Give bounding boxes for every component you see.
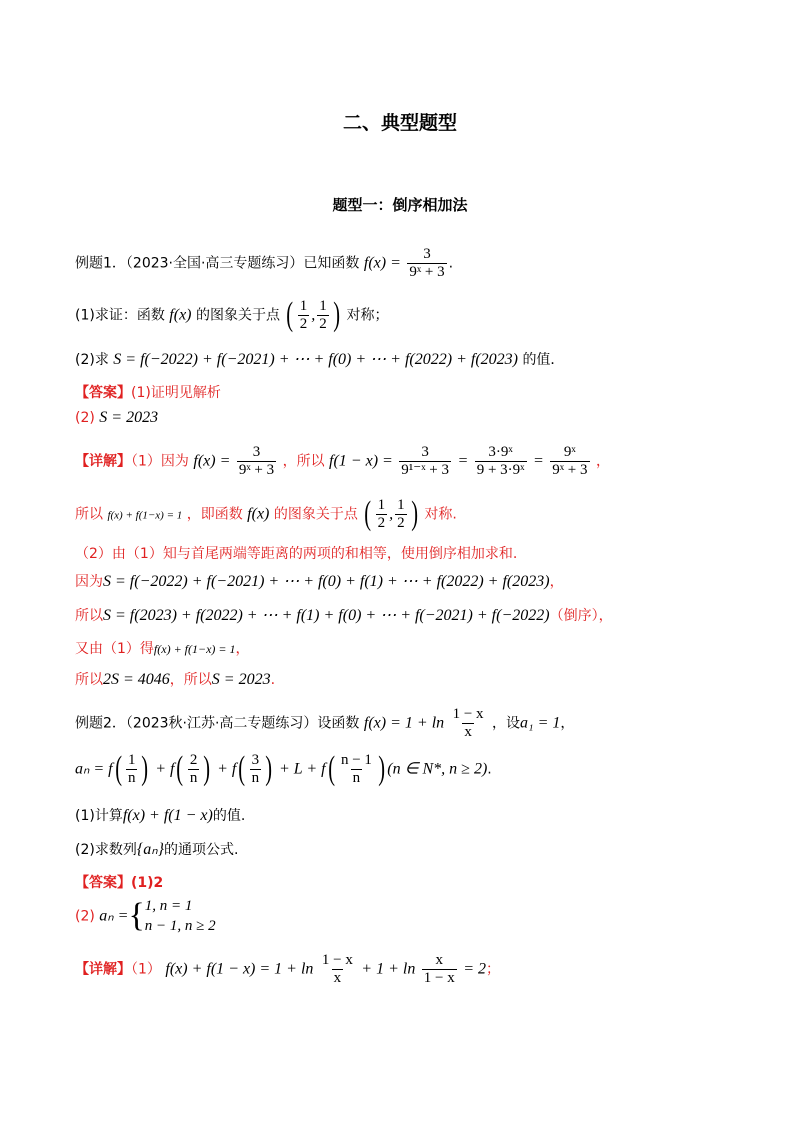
detail-text-b: ，所以 xyxy=(282,453,325,470)
detail4-expr: S = f(−2022) + f(−2021) + ⋯ + f(0) + f(1) + ⋯ + f(2022) + f(2023) xyxy=(103,573,550,590)
an-condition: (n ∈ N*, n ≥ 2) xyxy=(387,760,488,778)
q1-expr: f(x) + f(1 − x) xyxy=(122,807,213,824)
detail2-fx: f(x) xyxy=(247,505,270,523)
example1-detail-line3 xyxy=(75,546,517,563)
detail5-expr: S = f(2023) + f(2022) + ⋯ + f(1) + f(0) + ⋯ + f(−2021) + f(−2022) xyxy=(103,607,550,624)
detail7-expr1: 2S = 4046 xyxy=(103,671,170,688)
example1-detail-line1: 【详解】（1）因为 f(x) = $\frac{3}{\text{9ˣ + 3}}$ ，所以 f(1 − x) = $\frac{3}{\text{9¹⁻ˣ + 3}}$ = $\frac{\text{3·9ˣ}}{\text{9 + 3·9ˣ}}$ = $\frac{\text{9ˣ}}{\text{9ˣ + 3}}$ ， xyxy=(75,444,610,478)
detail-fx: f(x) = xyxy=(193,452,231,470)
answer2-lhs: aₙ = xyxy=(99,907,129,925)
example2-answer xyxy=(75,875,163,892)
example1-fx: f(x) = xyxy=(363,254,401,272)
detail-frac3: $\frac{\text{3·9ˣ}}{\text{9 + 3·9ˣ}}$ xyxy=(476,444,525,478)
example1-detail-line2: 所以 f(x) + f(1−x) = 1 ，即函数 f(x) 的图象关于点 ( $\frac{1}{2}$ , $\frac{1}{2}$ ) 对称. xyxy=(75,495,457,533)
detail2-text-d: 对称. xyxy=(424,506,457,523)
case2: n − 1, n ≥ 2 xyxy=(144,918,216,935)
example1-detail-line5: 所以S = f(2023) + f(2022) + ⋯ + f(1) + f(0) + ⋯ + f(−2021) + f(−2022)（倒序）， xyxy=(75,607,613,624)
q2-seq: {aₙ} xyxy=(136,841,165,858)
example1-answer xyxy=(75,385,221,402)
example2-a1: a₁ = 1 xyxy=(520,714,561,732)
detail2-point-x: $\frac{1}{2}$ xyxy=(377,497,386,531)
detail-frac4: $\frac{\text{9ˣ}}{\text{9ˣ + 3}}$ xyxy=(552,444,588,478)
example2-q1: (1)计算f(x) + f(1 − x)的值. xyxy=(75,807,246,824)
detail2-expr: f(x) + f(1−x) = 1 xyxy=(107,509,183,522)
detail3-text: （2）由（1）知与首尾两端等距离的两项的和相等，使用倒序相加求和. xyxy=(75,546,518,562)
detail-frac1: $\frac{3}{\text{9ˣ + 3}}$ xyxy=(238,444,275,478)
answer-label: 【答案】 xyxy=(75,385,131,401)
answer1: (1)证明见解析 xyxy=(131,385,221,401)
detail2-text: 所以 xyxy=(75,506,103,523)
point-x: $\frac{1}{2}$ xyxy=(299,298,308,332)
frac-numerator: 3 xyxy=(423,246,431,262)
detail6-expr: f(x) + f(1−x) = 1 xyxy=(153,642,236,656)
example2-detail: 【详解】（1） f(x) + f(1 − x) = 1 + ln $\frac{1 - x}{x}$ + 1 + ln $\frac{x}{1 - x}$ = 2； xyxy=(75,952,501,986)
example2-statement: 例题2．（2023秋·江苏·高二专题练习）设函数 f(x) = 1 + ln $\frac{1 - x}{x}$ ，设a₁ = 1， xyxy=(75,706,575,740)
subtitle: 题型一：倒序相加法 xyxy=(332,196,468,214)
example1-label: 例题1．（2023·全国·高三专题练习）已知函数 xyxy=(75,255,360,272)
example2-an: aₙ = f( $\frac{1}{n}$ ) + f( $\frac{2}{n}$ ) + f( $\frac{3}{n}$ ) + L + f( $\frac{n - 1}{n}$ ) (n ∈ N*, n ≥ 2). xyxy=(75,750,492,788)
answer2-value: S = 2023 xyxy=(99,409,159,426)
example1-detail-line4: 因为S = f(−2022) + f(−2021) + ⋯ + f(0) + f(1) + ⋯ + f(2022) + f(2023)， xyxy=(75,573,564,590)
point-y: $\frac{1}{2}$ xyxy=(319,298,327,332)
detail-frac2: $\frac{3}{\text{9¹⁻ˣ + 3}}$ xyxy=(401,444,449,478)
example2-q2: (2)求数列{aₙ}的通项公式. xyxy=(75,841,239,858)
q1-text-c: 对称； xyxy=(346,307,389,324)
an-lhs: aₙ = f xyxy=(75,760,113,778)
detail-expr: f(x) + f(1 − x) = 1 + ln xyxy=(165,960,314,978)
detail-text: （1）因为 xyxy=(131,453,189,470)
q1-text: (1)求证：函数 xyxy=(75,307,165,324)
answer1: (1)2 xyxy=(131,875,164,891)
case1: 1, n = 1 xyxy=(144,898,193,915)
q2-text-b: 的值． xyxy=(522,352,565,368)
example1-fraction xyxy=(407,246,446,281)
detail2-point-y: $\frac{1}{2}$ xyxy=(397,497,405,531)
q1-fx: f(x) xyxy=(169,306,192,324)
section-title: 二、典型题型 xyxy=(342,112,457,134)
example2-frac: $\frac{1 - x}{x}$ xyxy=(452,706,484,740)
example1-answer2 xyxy=(75,408,158,427)
example1-q2 xyxy=(75,350,564,369)
detail7-expr2: S = 2023 xyxy=(211,671,271,688)
q2-text: (2)求 xyxy=(75,352,109,368)
example1-detail-line7: 所以2S = 4046，所以S = 2023. xyxy=(75,671,276,688)
answer2-label: (2) xyxy=(75,410,95,426)
example2-label: 例题2．（2023秋·江苏·高二专题练习）设函数 xyxy=(75,715,360,732)
frac-denominator: 9ˣ + 3 xyxy=(409,263,445,280)
example1-statement: 例题1．（2023·全国·高三专题练习）已知函数 f(x) = $\frac{3}{\text{9ˣ + 3}}$ . xyxy=(75,246,454,280)
example2-fx: f(x) = 1 + ln xyxy=(363,714,445,732)
detail-label: 【详解】 xyxy=(75,961,131,978)
detail-fx1: f(1 − x) = xyxy=(329,452,393,470)
detail2-text-c: 的图象关于点 xyxy=(273,506,358,523)
answer-label: 【答案】 xyxy=(75,875,131,891)
example1-q1: (1)求证：函数 f(x) 的图象关于点 ( $\frac{1}{2}$ , $\frac{1}{2}$ ) 对称； xyxy=(75,296,389,334)
detail2-text-b: ，即函数 xyxy=(186,506,243,523)
example2-answer2: (2) aₙ ={ 1, n = 1 n − 1, n ≥ 2 xyxy=(75,896,216,937)
detail-label: 【详解】 xyxy=(75,453,131,470)
example1-detail-line6: 又由（1）得f(x) + f(1−x) = 1， xyxy=(75,641,250,657)
q2-expr: S = f(−2022) + f(−2021) + ⋯ + f(0) + ⋯ + f(2022) + f(2023) xyxy=(113,351,518,368)
q1-text-b: 的图象关于点 xyxy=(195,307,280,324)
